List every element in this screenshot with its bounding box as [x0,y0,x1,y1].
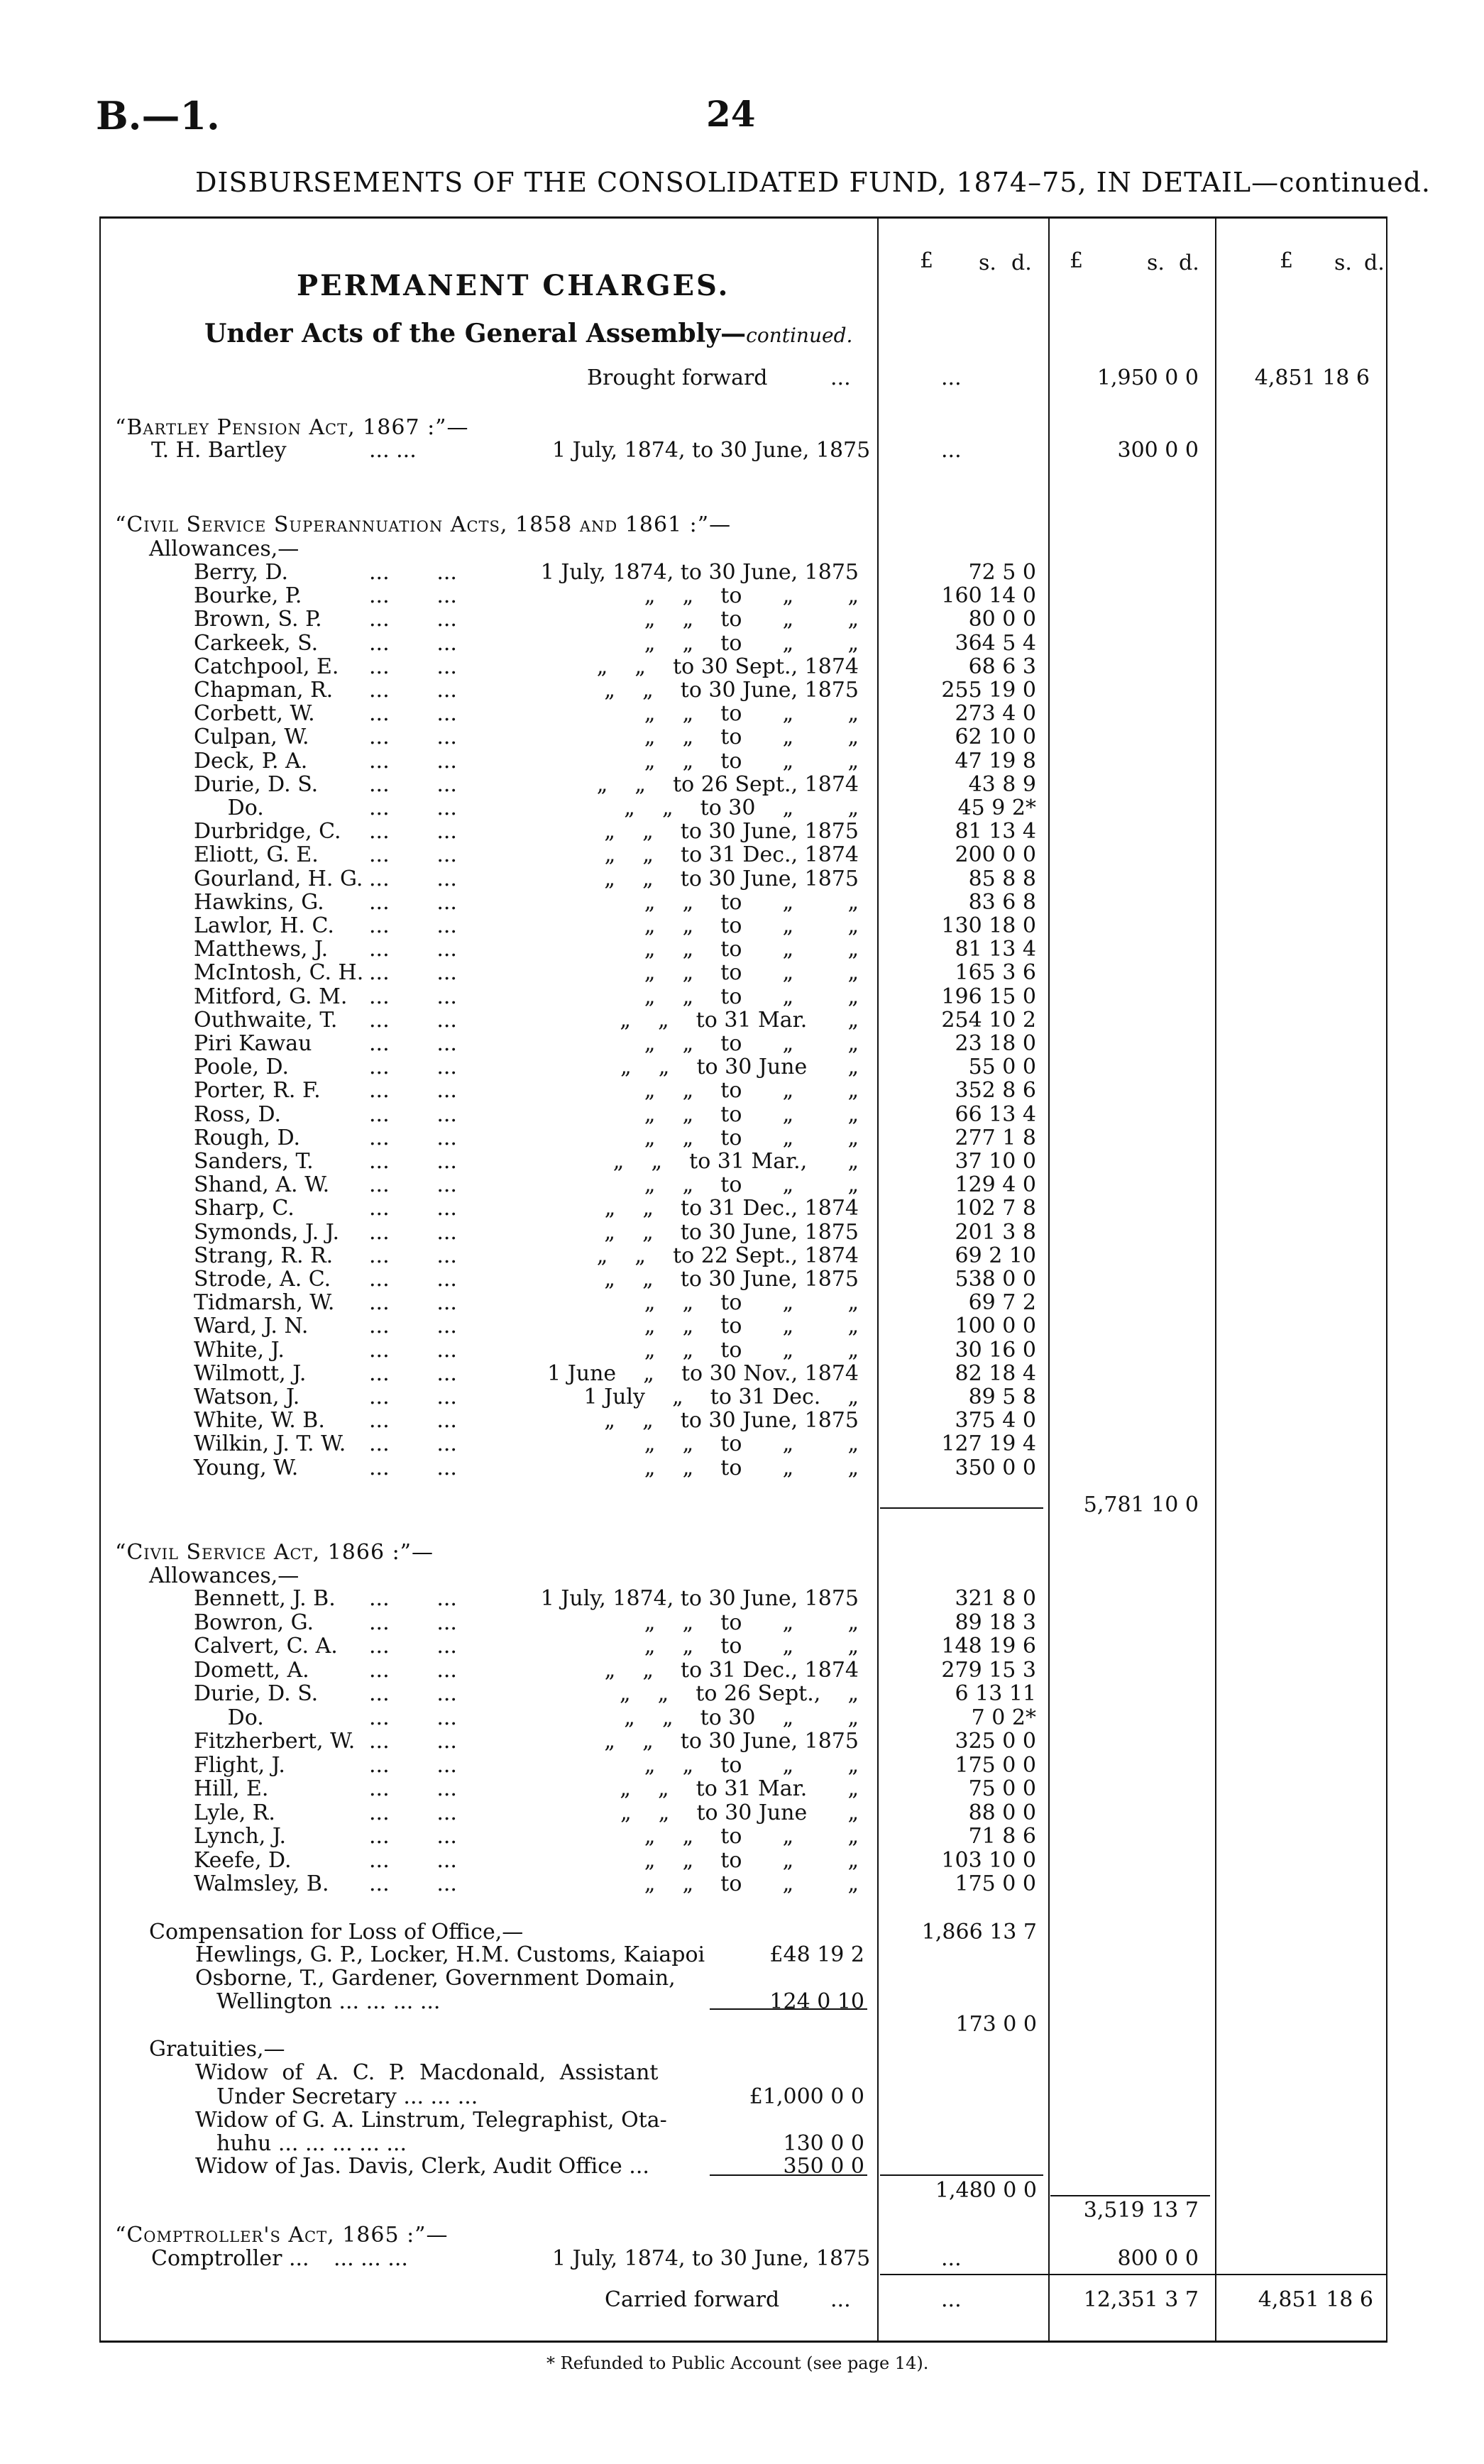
dots: ... ... [369,866,457,891]
column-divider [1048,216,1050,2343]
dots: ... ... [369,1125,457,1150]
allowance-name: Rough, D. [194,1125,301,1150]
allowance-period: „ „ to „ „ [644,583,859,609]
allowance-amount: 85 8 8 [968,866,1036,891]
allowance-period: „ „ to „ „ [644,607,859,632]
gratuity-line: Widow of G. A. Linstrum, Telegraphist, Ota- [195,2108,667,2133]
allowance-amount: 273 4 0 [955,701,1036,727]
allowance-name: Keefe, D. [194,1847,292,1873]
allowance-period: 1 July „ to 31 Dec. „ [583,1385,859,1409]
allowance-amount: 62 10 0 [955,725,1036,750]
allowance-amount: 277 1 8 [955,1125,1036,1150]
section-subtitle: Under Acts of the General Assembly—continued. [204,319,853,348]
pence-header: d. [1364,251,1385,275]
dots: ... ... [369,984,457,1009]
allowance-period: „ „ to 30 „ „ [624,1705,859,1730]
dots: ... ... [369,1385,457,1409]
comptroller-period: 1 July, 1874, to 30 June, 1875 [552,2246,871,2271]
allowance-name: Piri Kawau [194,1031,312,1056]
shillings-header: s. [1334,251,1352,275]
shillings-header: s. [1147,251,1165,275]
dots: ... ... [369,1431,457,1457]
allowance-period: „ „ to 30 June, 1875 [604,1267,859,1292]
allowance-name: Young, W. [194,1455,299,1480]
dots: ... ... [369,1408,457,1434]
dots: ... ... [369,1681,457,1706]
dots: ... ... [369,889,457,915]
carried-forward-c1: ... [941,2287,962,2312]
bartley-period: 1 July, 1874, to 30 June, 1875 [552,438,871,463]
gratuity-line: huhu ... ... ... ... ... [216,2131,407,2156]
dots: ... ... [369,678,457,703]
allowance-period: „ „ to „ „ [644,1125,859,1150]
allowance-amount: 47 19 8 [955,748,1036,774]
allowance-period: „ „ to „ „ [644,1314,859,1339]
gratuity-amount: 130 0 0 [783,2131,864,2156]
allowance-amount: 81 13 4 [955,819,1036,845]
pounds-header: £ [1280,248,1294,273]
allowance-period: „ „ to 30 June, 1875 [604,1408,859,1434]
dots: ... ... [369,1290,457,1316]
allowance-amount: 45 9 2* [957,796,1036,820]
dots: ... ... [369,1243,457,1268]
dots: ... ... [369,1657,457,1683]
allowance-name: Outhwaite, T. [194,1007,338,1033]
dots: ... ... ... [334,2246,408,2271]
compensation-total: 173 0 0 [955,2012,1037,2037]
allowance-period: „ „ to 31 Mar., „ [612,1149,859,1174]
allowance-period: 1 July, 1874, to 30 June, 1875 [540,560,859,585]
allowance-name: Catchpool, E. [194,654,339,679]
superannuation-total: 5,781 10 0 [1083,1492,1199,1517]
dots: ... ... [369,1871,457,1896]
brought-forward-c3: 4,851 18 6 [1254,365,1370,390]
allowance-amount: 148 19 6 [941,1634,1036,1659]
allowances-label: Allowances,— [149,1563,299,1588]
dots: ... ... [369,607,457,632]
allowance-period: „ „ to „ „ [644,1847,859,1873]
allowance-name: Wilkin, J. T. W. [194,1431,346,1457]
dots: ... ... [369,842,457,868]
allowance-name: Wilmott, J. [194,1360,307,1386]
allowance-amount: 69 7 2 [968,1290,1036,1316]
dots: ... ... [369,1705,457,1730]
compensation-amount: £48 19 2 [769,1942,864,1967]
subtotal-rule [710,2008,867,2010]
allowance-amount: 160 14 0 [941,583,1036,609]
allowance-amount: 375 4 0 [955,1408,1036,1434]
compensation-line: Hewlings, G. P., Locker, H.M. Customs, Kaiapoi [195,1942,705,1967]
pence-header: d. [1179,251,1199,275]
allowance-name: Flight, J. [194,1752,285,1778]
carried-forward-label: Carried forward [605,2287,780,2312]
allowance-period: „ „ to „ „ [644,1337,859,1363]
footnote: * Refunded to Public Account (see page 14). [546,2353,929,2373]
dots: ... ... [369,1219,457,1245]
dots: ... ... [369,1752,457,1778]
allowance-amount: 71 8 6 [968,1824,1036,1849]
allowance-name: Matthews, J. [194,937,329,962]
allowance-amount: 72 5 0 [968,560,1036,585]
dots: ... ... [369,1196,457,1221]
allowance-period: „ „ to „ „ [644,913,859,938]
dots: ... ... [369,1031,457,1056]
carried-forward-c2: 12,351 3 7 [1083,2287,1199,2312]
carried-forward-c3: 4,851 18 6 [1258,2287,1373,2312]
allowance-period: „ „ to 30 June, 1875 [604,1219,859,1245]
subtotal-rule [710,2174,867,2176]
document-code: B.—1. [96,93,220,138]
total-rule [880,2274,1387,2275]
allowance-period: „ „ to 30 June „ [620,1800,859,1825]
allowance-amount: 55 0 0 [968,1055,1036,1080]
gratuities-total: 1,480 0 0 [935,2178,1037,2203]
allowance-period: „ „ to „ „ [644,1431,859,1457]
dots: ... ... [369,1267,457,1292]
allowance-period: „ „ to 30 June, 1875 [604,819,859,845]
allowance-period: „ „ to 31 Mar. „ [620,1007,859,1033]
pounds-header: £ [1070,248,1084,273]
allowance-amount: 100 0 0 [955,1314,1036,1339]
allowance-amount: 89 5 8 [968,1385,1036,1409]
allowances-total: 1,866 13 7 [921,1920,1037,1945]
allowance-amount: 321 8 0 [955,1586,1036,1611]
allowance-amount: 6 13 11 [955,1681,1036,1706]
allowance-name: Lynch, J. [194,1824,287,1849]
allowance-period: 1 June „ to 30 Nov., 1874 [547,1360,859,1386]
gratuity-amount: £1,000 0 0 [749,2084,864,2109]
allowance-name: Ward, J. N. [194,1314,309,1339]
allowance-period: „ „ to 31 Mar. „ [620,1776,859,1801]
dots: ... ... [369,771,457,797]
brought-forward-label: Brought forward [587,365,768,390]
allowance-name: Deck, P. A. [194,748,308,774]
pence-header: d. [1011,251,1032,275]
allowance-amount: 30 16 0 [955,1337,1036,1363]
allowance-name: Walmsley, B. [194,1871,329,1896]
allowance-period: „ „ to 30 June, 1875 [604,1729,859,1754]
allowance-name: Sharp, C. [194,1196,295,1221]
dots: ... ... [369,1172,457,1198]
dots: ... ... [369,725,457,750]
allowance-period: „ „ to „ „ [644,1078,859,1104]
allowance-period: „ „ to 30 June „ [620,1055,859,1080]
allowance-amount: 23 18 0 [955,1031,1036,1056]
civil-service-act-heading: “Civil Service Act, 1866 :”— [115,1540,434,1565]
allowance-period: „ „ to „ „ [644,748,859,774]
allowance-name: Bennett, J. B. [194,1586,336,1611]
allowance-name: Culpan, W. [194,725,309,750]
page-title: DISBURSEMENTS OF THE CONSOLIDATED FUND, 1874–75, IN DETAIL—continued. [195,167,1431,198]
allowance-name: Corbett, W. [194,701,315,727]
allowance-amount: 201 3 8 [955,1219,1036,1245]
allowance-name: Porter, R. F. [194,1078,321,1104]
allowance-amount: 200 0 0 [955,842,1036,868]
allowance-amount: 352 8 6 [955,1078,1036,1104]
total-rule [880,1507,1043,1509]
comptroller-name: Comptroller ... [151,2246,309,2271]
comptroller-act-heading: “Comptroller's Act, 1865 :”— [115,2223,449,2248]
allowance-amount: 279 15 3 [941,1657,1036,1683]
allowance-period: „ „ to „ „ [644,1455,859,1480]
allowance-name: Tidmarsh, W. [194,1290,335,1316]
dots: ... ... [369,654,457,679]
dots: ... ... [369,1824,457,1849]
allowance-amount: 175 0 0 [955,1752,1036,1778]
allowance-name: White, W. B. [194,1408,325,1434]
allowance-period: „ „ to „ „ [644,1634,859,1659]
allowance-amount: 89 18 3 [955,1610,1036,1635]
allowance-period: „ „ to 31 Dec., 1874 [604,842,859,868]
allowance-amount: 37 10 0 [955,1149,1036,1174]
allowance-name: White, J. [194,1337,285,1363]
allowance-amount: 175 0 0 [955,1871,1036,1896]
allowance-amount: 83 6 8 [968,889,1036,915]
allowance-period: „ „ to „ „ [644,725,859,750]
allowance-amount: 69 2 10 [955,1243,1036,1268]
allowance-name: Bourke, P. [194,583,302,609]
allowance-amount: 80 0 0 [968,607,1036,632]
allowance-period: „ „ to „ „ [644,889,859,915]
bartley-c1: ... [941,438,962,463]
allowance-period: „ „ to 30 „ „ [624,796,859,820]
dots: ... ... [369,1149,457,1174]
allowance-period: „ „ to „ „ [644,1031,859,1056]
gratuity-line: Widow of A. C. P. Macdonald, Assistant [195,2060,659,2085]
dots: ... ... [369,630,457,656]
compensation-line: Osborne, T., Gardener, Government Domain, [195,1966,676,1991]
dots: ... ... [369,1055,457,1080]
dots: ... ... [369,1847,457,1873]
superannuation-act-heading: “Civil Service Superannuation Acts, 1858 and 1861 :”— [115,512,732,537]
allowance-amount: 255 19 0 [941,678,1036,703]
total-rule [1050,2195,1210,2196]
shillings-header: s. [979,251,996,275]
allowance-name: Brown, S. P. [194,607,322,632]
allowance-name: Hill, E. [194,1776,269,1801]
dots: ... ... [369,1776,457,1801]
dots: ... ... [369,1729,457,1754]
allowance-name: Mitford, G. M. [194,984,348,1009]
civil-service-total: 3,519 13 7 [1083,2198,1199,2223]
allowance-name: Durbridge, C. [194,819,341,845]
allowance-name: Shand, A. W. [194,1172,330,1198]
allowance-period: „ „ to 22 Sept., 1874 [596,1243,859,1268]
allowance-name: Do. [194,796,264,820]
compensation-heading: Compensation for Loss of Office,— [149,1920,524,1945]
allowance-period: „ „ to „ „ [644,937,859,962]
allowance-name: Strode, A. C. [194,1267,331,1292]
allowance-period: „ „ to „ „ [644,1824,859,1849]
allowance-amount: 103 10 0 [941,1847,1036,1873]
allowance-period: „ „ to „ „ [644,1871,859,1896]
dots: ... ... [369,701,457,727]
dots: ... ... [369,748,457,774]
allowance-amount: 7 0 2* [971,1705,1036,1730]
allowance-name: Bowron, G. [194,1610,314,1635]
dots: ... ... [369,1586,457,1611]
allowance-period: „ „ to 30 June, 1875 [604,866,859,891]
allowance-period: „ „ to „ „ [644,1752,859,1778]
allowance-name: Lyle, R. [194,1800,275,1825]
bartley-act-heading: “Bartley Pension Act, 1867 :”— [115,415,469,440]
dots: ... ... [369,1360,457,1386]
dots: ... ... [369,1078,457,1104]
allowances-label: Allowances,— [149,537,299,561]
allowance-amount: 254 10 2 [941,1007,1036,1033]
dots: ... ... [369,819,457,845]
allowance-amount: 75 0 0 [968,1776,1036,1801]
allowance-amount: 66 13 4 [955,1101,1036,1127]
allowance-amount: 165 3 6 [955,960,1036,986]
allowance-amount: 68 6 3 [968,654,1036,679]
dots: ... ... [369,560,457,585]
bartley-name: T. H. Bartley [151,438,287,463]
dots: ... ... [369,796,457,820]
dots: ... ... [369,1800,457,1825]
bartley-c2: 300 0 0 [1117,438,1199,463]
dots: ... ... [369,1455,457,1480]
allowance-amount: 88 0 0 [968,1800,1036,1825]
allowance-name: Sanders, T. [194,1149,314,1174]
page-number: 24 [706,93,756,135]
allowance-period: „ „ to 30 June, 1875 [604,678,859,703]
allowance-period: „ „ to 26 Sept., 1874 [596,771,859,797]
allowance-amount: 196 15 0 [941,984,1036,1009]
allowance-name: Calvert, C. A. [194,1634,338,1659]
dots: ... ... [369,1314,457,1339]
comptroller-c1: ... [941,2246,962,2271]
allowance-name: Domett, A. [194,1657,309,1683]
allowance-name: McIntosh, C. H. [194,960,364,986]
dots: ... ... [369,1007,457,1033]
dots: ... ... [369,1610,457,1635]
allowance-period: 1 July, 1874, to 30 June, 1875 [540,1586,859,1611]
gratuity-amount: 350 0 0 [783,2154,864,2179]
allowance-name: Durie, D. S. [194,1681,319,1706]
column-divider [1215,216,1216,2343]
allowance-amount: 129 4 0 [955,1172,1036,1198]
section-title: PERMANENT CHARGES. [297,269,730,302]
allowance-name: Fitzherbert, W. [194,1729,356,1754]
comptroller-c2: 800 0 0 [1117,2246,1199,2271]
allowance-name: Eliott, G. E. [194,842,319,868]
allowance-period: „ „ to 26 Sept., „ [619,1681,859,1706]
allowance-name: Gourland, H. G. [194,866,363,891]
dots: ... ... [369,1634,457,1659]
allowance-name: Ross, D. [194,1101,282,1127]
dots: ... ... [369,960,457,986]
allowance-amount: 43 8 9 [968,771,1036,797]
dots: ... ... [369,913,457,938]
allowance-amount: 127 19 4 [941,1431,1036,1457]
allowance-amount: 538 0 0 [955,1267,1036,1292]
brought-forward-c1: ... [941,365,962,390]
allowance-period: „ „ to „ „ [644,1290,859,1316]
brought-forward-c2: 1,950 0 0 [1096,365,1199,390]
allowance-name: Watson, J. [194,1385,300,1409]
allowance-period: „ „ to „ „ [644,960,859,986]
dots: ... ... [369,583,457,609]
dots: ... [830,2287,851,2312]
allowance-period: „ „ to 31 Dec., 1874 [604,1196,859,1221]
dots: ... ... [369,1337,457,1363]
gratuity-line: Widow of Jas. Davis, Clerk, Audit Office ... [195,2154,649,2179]
allowance-name: Strang, R. R. [194,1243,334,1268]
dots: ... [830,365,851,390]
allowance-amount: 350 0 0 [955,1455,1036,1480]
allowance-period: „ „ to „ „ [644,701,859,727]
allowance-amount: 81 13 4 [955,937,1036,962]
allowance-period: „ „ to „ „ [644,984,859,1009]
allowance-name: Carkeek, S. [194,630,319,656]
allowance-name: Chapman, R. [194,678,334,703]
allowance-amount: 325 0 0 [955,1729,1036,1754]
allowance-name: Durie, D. S. [194,771,319,797]
allowance-amount: 364 5 4 [955,630,1036,656]
allowance-period: „ „ to „ „ [644,1172,859,1198]
gratuity-line: Under Secretary ... ... ... [216,2084,478,2109]
dots: ... ... [369,1101,457,1127]
pounds-header: £ [920,248,934,273]
allowance-name: Poole, D. [194,1055,290,1080]
allowance-amount: 130 18 0 [941,913,1036,938]
allowance-amount: 102 7 8 [955,1196,1036,1221]
allowance-amount: 82 18 4 [955,1360,1036,1386]
allowance-name: Symonds, J. J. [194,1219,340,1245]
allowance-period: „ „ to 31 Dec., 1874 [604,1657,859,1683]
column-divider [877,216,879,2343]
allowance-name: Berry, D. [194,560,289,585]
allowance-name: Lawlor, H. C. [194,913,334,938]
subtotal-rule [880,2174,1043,2176]
allowance-period: „ „ to „ „ [644,1101,859,1127]
compensation-amount: 124 0 10 [769,1989,864,2014]
allowance-name: Hawkins, G. [194,889,324,915]
allowance-period: „ „ to „ „ [644,1610,859,1635]
dots: ... ... [369,438,417,463]
allowance-name: Do. [194,1705,264,1730]
gratuities-heading: Gratuities,— [149,2037,285,2062]
allowance-period: „ „ to „ „ [644,630,859,656]
dots: ... ... [369,937,457,962]
allowance-period: „ „ to 30 Sept., 1874 [596,654,859,679]
compensation-line: Wellington ... ... ... ... [216,1989,441,2014]
